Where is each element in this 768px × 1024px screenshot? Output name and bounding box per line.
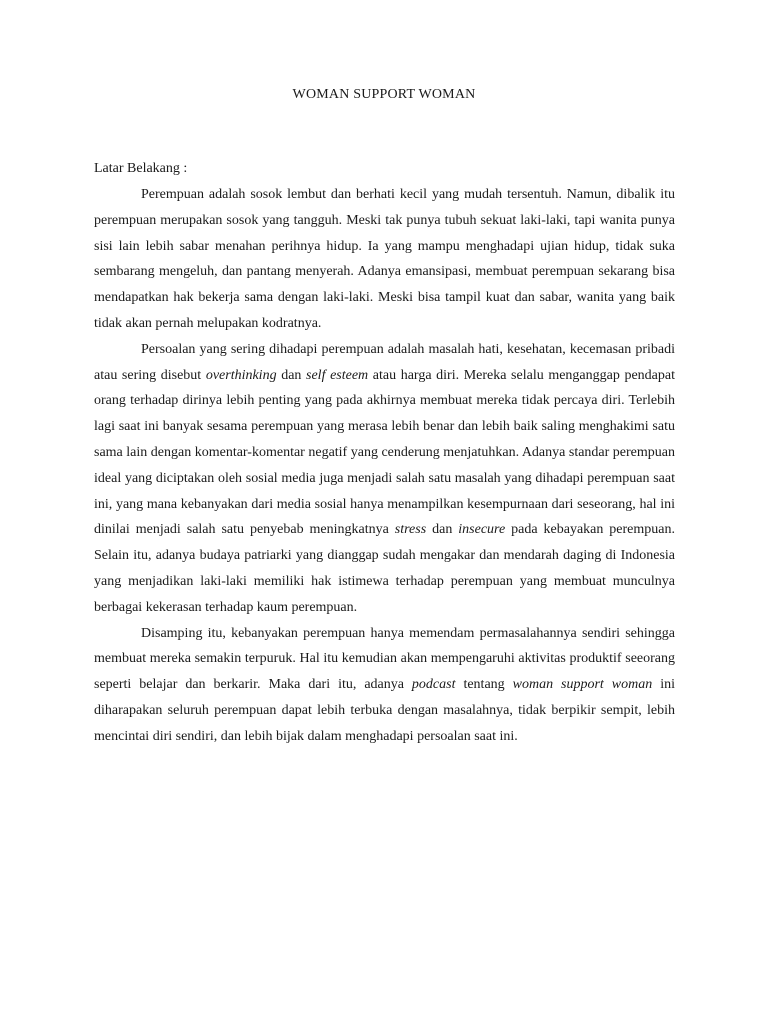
text-run: Disamping itu, kebanyakan perempuan hanya memendam permasalahannya sendiri sehingga membuat mereka semakin terpuruk. Hal itu kemudian akan mempengaruhi aktivitas produktif seeorang seperti belajar dan berkarir. Maka dari itu, adanya	[94, 625, 675, 693]
italic-term: woman support woman	[512, 677, 653, 693]
text-run: Perempuan adalah sosok lembut dan berhati kecil yang mudah tersentuh. Namun, dibalik itu perempuan merupakan sosok yang tangguh. Meski tak punya tubuh sekuat laki-laki, tapi wanita punya sisi lain lebih sabar menahan perihnya hidup. Ia yang mampu menghadapi ujian hidup, tidak suka sembarang mengeluh, dan pantang menyerah. Adanya emansipasi, membuat perempuan sekarang bisa mendapatkan hak bekerja sama dengan laki-laki. Meski bisa tampil kuat dan sabar, wanita yang baik tidak akan pernah melupakan kodratnya.	[94, 187, 675, 331]
text-run: Persoalan yang sering dihadapi perempuan adalah masalah hati, kesehatan, kecemasan pribadi atau sering disebut	[94, 341, 675, 383]
italic-term: podcast	[411, 677, 456, 693]
text-run: ini diharapakan seluruh perempuan dapat lebih terbuka dengan masalahnya, tidak berpikir sempit, lebih mencintai diri sendiri, dan lebih bijak dalam menghadapi persoalan saat ini.	[94, 677, 675, 744]
paragraph	[94, 621, 675, 750]
italic-term: insecure	[458, 522, 506, 538]
text-run: dan	[426, 522, 459, 538]
italic-term: self esteem	[306, 367, 369, 383]
text-run: dan	[276, 367, 307, 383]
italic-term: overthinking	[205, 367, 277, 383]
document-title: WOMAN SUPPORT WOMAN	[292, 87, 476, 102]
italic-term: stress	[394, 522, 427, 538]
section-heading: Latar Belakang :	[94, 161, 188, 176]
document-body	[94, 182, 675, 750]
paragraph	[94, 337, 675, 621]
text-run: atau harga diri. Mereka selalu menganggap pendapat orang terhadap dirinya lebih penting yang pada akhirnya membuat mereka tidak percaya diri. Terlebih lagi saat ini banyak sesama perempuan yang merasa lebih benar dan lebih baik saling menghakimi satu sama lain dengan komentar-komentar negatif yang cenderung menjatuhkan. Adanya standar perempuan ideal yang diciptakan oleh sosial media juga menjadi salah satu masalah yang dihadapi perempuan saat ini, yang mana kebanyakan dari media sosial hanya menampilkan kesempurnaan dari seseorang, hal ini dinilai menjadi salah satu penyebab meningkatnya	[94, 367, 675, 538]
paragraph	[94, 182, 675, 337]
text-run: pada kebayakan perempuan. Selain itu, adanya budaya patriarki yang dianggap sudah mengakar dan mendarah daging di Indonesia yang menjadikan laki-laki memiliki hak istimewa terhadap perempuan yang membuat munculnya berbagai kekerasan terhadap kaum perempuan.	[94, 522, 676, 615]
text-run: tentang	[455, 677, 513, 693]
